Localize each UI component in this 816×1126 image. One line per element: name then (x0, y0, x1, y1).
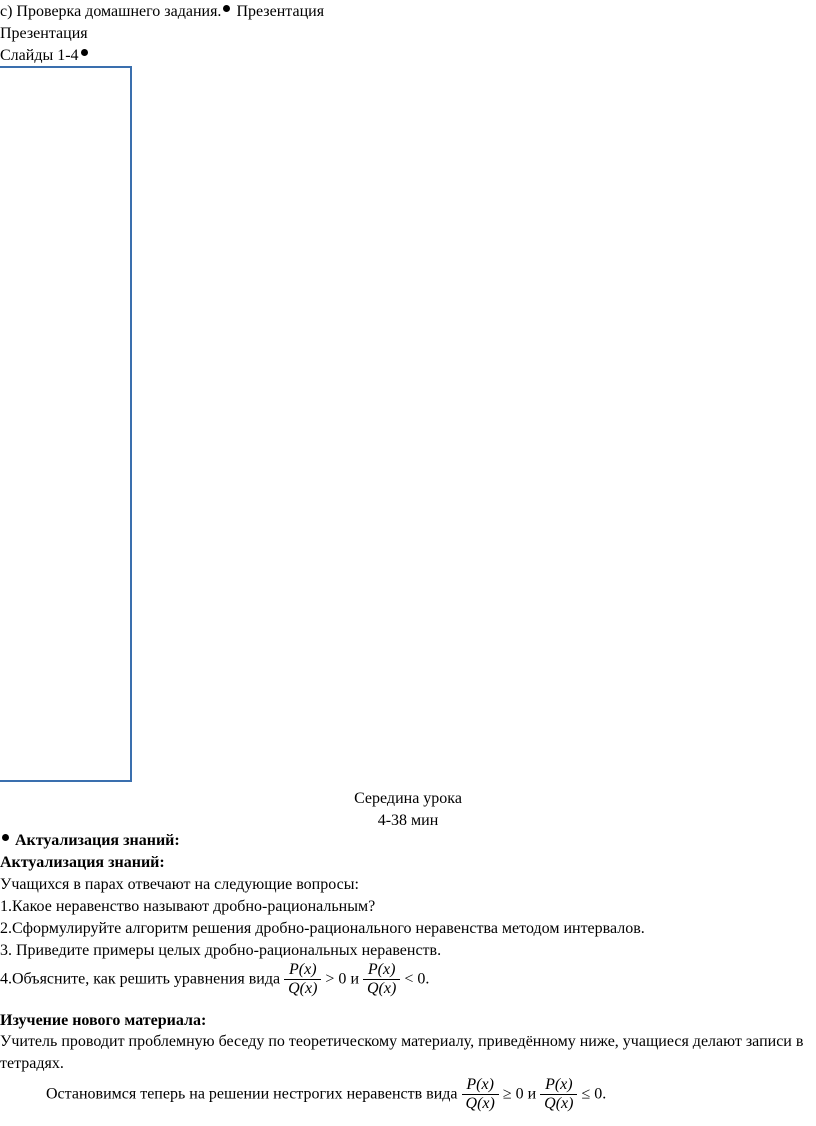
question-4-text: 4.Объясните, как решить уравнения вида (0, 970, 281, 988)
actualization-heading-bullet (0, 831, 180, 851)
new-material-heading: Изучение нового материала: (0, 1012, 207, 1029)
fraction-denominator: Q(x) (284, 979, 321, 998)
slides-line (0, 46, 90, 66)
nonstrict-text: Остановимся теперь на решении нестрогих неравенств вида (46, 1085, 458, 1103)
fraction-denominator: Q(x) (462, 1094, 499, 1113)
actualization-intro: Учащихся в парах отвечают на следующие вопросы: (0, 876, 359, 893)
relation-less: < 0 (404, 970, 426, 988)
fraction (540, 1076, 577, 1113)
slide-frame (0, 66, 132, 782)
fraction-numerator: P(x) (466, 1076, 494, 1093)
fraction-numerator: P(x) (367, 961, 396, 978)
bullet-icon (81, 49, 88, 56)
slides-label: Слайды 1-4 (0, 47, 79, 64)
period: . (425, 970, 430, 988)
actualization-heading: Актуализация знаний: (0, 854, 165, 871)
fraction-denominator: Q(x) (540, 1094, 577, 1113)
new-material-text: Учитель проводит проблемную беседу по теоретическому материалу, приведённому ниже, учащиеся делают записи в тетрадях. (0, 1033, 804, 1072)
fraction (462, 1076, 499, 1113)
fraction (284, 961, 321, 998)
question-3: 3. Приведите примеры целых дробно-рациональных неравенств. (0, 942, 442, 959)
fraction-numerator: P(x) (288, 961, 317, 978)
fraction (363, 961, 400, 998)
middle-duration: 4-38 мин (377, 812, 439, 829)
question-4 (0, 961, 429, 998)
period: . (602, 1085, 607, 1103)
question-2: 2.Сформулируйте алгоритм решения дробно-рационального неравенства методом интервалов. (0, 920, 645, 937)
question-1: 1.Какое неравенство называют дробно-рациональным? (0, 898, 376, 915)
relation-leq: ≤ 0 (581, 1085, 603, 1103)
middle-title: Середина урока (354, 790, 462, 807)
and-word: и (350, 970, 359, 988)
fraction-denominator: Q(x) (363, 979, 400, 998)
relation-greater: > 0 (325, 970, 347, 988)
homework-check-line (0, 2, 324, 22)
bullet-icon (223, 5, 230, 12)
presentation-label: Презентация (232, 3, 325, 20)
homework-check-text: с) Проверка домашнего задания. (0, 3, 222, 20)
fraction-numerator: P(x) (545, 1076, 573, 1093)
presentation-line: Презентация (0, 25, 88, 42)
relation-geq: ≥ 0 (502, 1085, 524, 1103)
actualization-heading-text: Актуализация знаний: (11, 832, 180, 849)
nonstrict-inequalities-line (46, 1076, 606, 1113)
bullet-icon (2, 834, 9, 841)
and-word: и (527, 1085, 537, 1103)
